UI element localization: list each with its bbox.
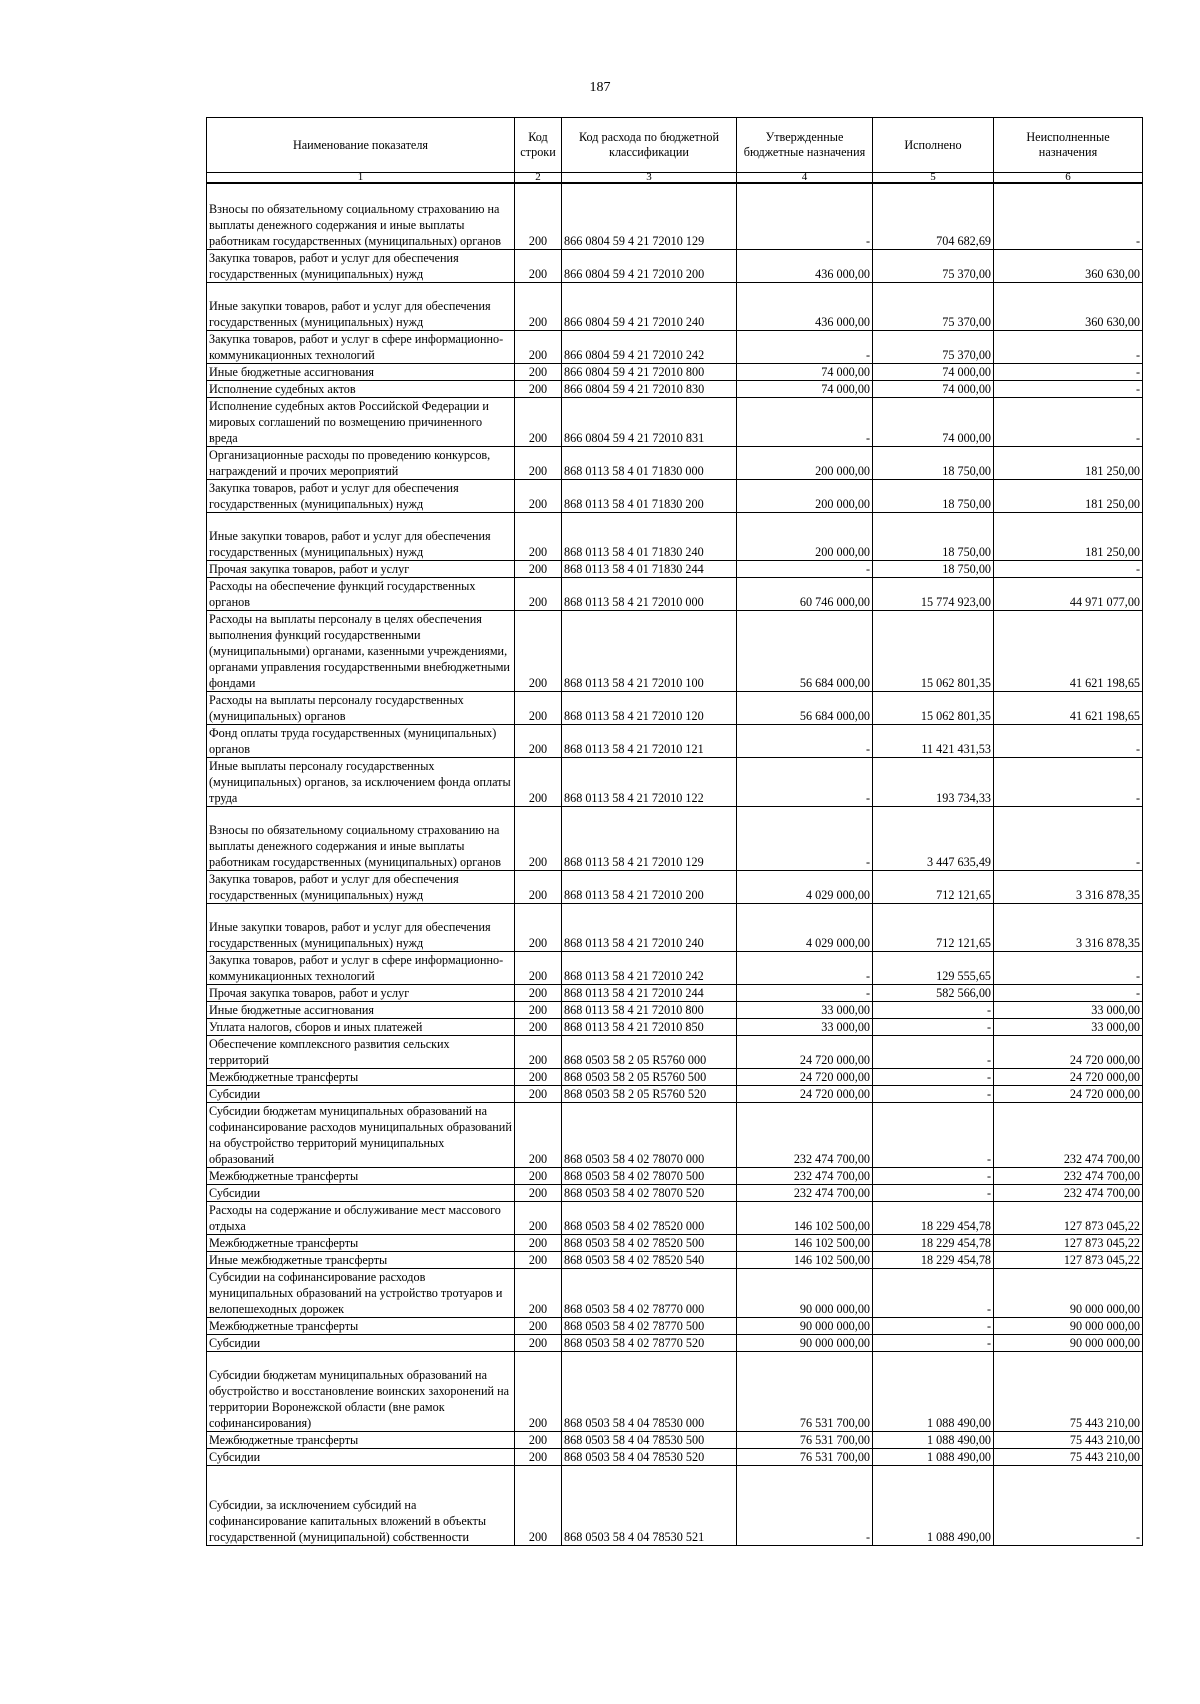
- table-row: [207, 1085, 1143, 1102]
- cell-approved: 436 000,00: [737, 249, 873, 282]
- cell-unexecuted: 44 971 077,00: [994, 577, 1143, 610]
- table-row: [207, 560, 1143, 577]
- cell-executed: 129 555,65: [873, 951, 994, 984]
- cell-approved: 74 000,00: [737, 363, 873, 380]
- cell-executed: 1 088 490,00: [873, 1448, 994, 1465]
- cell-indicator-name: Субсидии, за исключением субсидий на софинансирование капитальных вложений в объекты государственной (муниципальной) собственности: [207, 1465, 515, 1545]
- cell-approved: -: [737, 757, 873, 806]
- cell-approved: 76 531 700,00: [737, 1351, 873, 1431]
- cell-executed: -: [873, 1334, 994, 1351]
- cell-indicator-name: Субсидии на софинансирование расходов муниципальных образований на устройство тротуаров и велопешеходных дорожек: [207, 1268, 515, 1317]
- cell-budget-code: 868 0113 58 4 21 72010 242: [562, 951, 737, 984]
- cell-unexecuted: 181 250,00: [994, 446, 1143, 479]
- table-row: [207, 1001, 1143, 1018]
- table-row: [207, 1334, 1143, 1351]
- cell-unexecuted: 232 474 700,00: [994, 1167, 1143, 1184]
- cell-approved: -: [737, 330, 873, 363]
- cell-budget-code: 866 0804 59 4 21 72010 800: [562, 363, 737, 380]
- cell-executed: -: [873, 1085, 994, 1102]
- cell-indicator-name: Субсидии: [207, 1334, 515, 1351]
- cell-indicator-name: Иные межбюджетные трансферты: [207, 1251, 515, 1268]
- cell-line-code: 200: [515, 1018, 562, 1035]
- cell-budget-code: 868 0503 58 4 02 78770 520: [562, 1334, 737, 1351]
- cell-indicator-name: Прочая закупка товаров, работ и услуг: [207, 984, 515, 1001]
- cell-executed: 18 750,00: [873, 446, 994, 479]
- cell-executed: 712 121,65: [873, 870, 994, 903]
- cell-executed: 75 370,00: [873, 330, 994, 363]
- cell-unexecuted: 41 621 198,65: [994, 610, 1143, 691]
- cell-executed: -: [873, 1268, 994, 1317]
- cell-unexecuted: 90 000 000,00: [994, 1334, 1143, 1351]
- cell-unexecuted: -: [994, 951, 1143, 984]
- cell-approved: -: [737, 984, 873, 1001]
- cell-indicator-name: Межбюджетные трансферты: [207, 1317, 515, 1334]
- cell-unexecuted: 75 443 210,00: [994, 1351, 1143, 1431]
- cell-indicator-name: Межбюджетные трансферты: [207, 1234, 515, 1251]
- cell-unexecuted: 24 720 000,00: [994, 1068, 1143, 1085]
- cell-line-code: 200: [515, 560, 562, 577]
- column-index: 5: [873, 173, 994, 184]
- cell-approved: -: [737, 724, 873, 757]
- cell-unexecuted: 360 630,00: [994, 249, 1143, 282]
- cell-approved: 24 720 000,00: [737, 1085, 873, 1102]
- cell-approved: 146 102 500,00: [737, 1251, 873, 1268]
- cell-executed: 18 229 454,78: [873, 1251, 994, 1268]
- cell-budget-code: 868 0113 58 4 21 72010 200: [562, 870, 737, 903]
- cell-approved: 90 000 000,00: [737, 1268, 873, 1317]
- cell-line-code: 200: [515, 870, 562, 903]
- cell-line-code: 200: [515, 1334, 562, 1351]
- cell-budget-code: 868 0503 58 2 05 R5760 000: [562, 1035, 737, 1068]
- cell-line-code: 200: [515, 1035, 562, 1068]
- cell-line-code: 200: [515, 1184, 562, 1201]
- cell-executed: 18 750,00: [873, 512, 994, 560]
- cell-line-code: 200: [515, 1251, 562, 1268]
- cell-budget-code: 868 0113 58 4 01 71830 200: [562, 479, 737, 512]
- cell-budget-code: 868 0113 58 4 21 72010 800: [562, 1001, 737, 1018]
- cell-unexecuted: -: [994, 183, 1143, 249]
- cell-line-code: 200: [515, 903, 562, 951]
- cell-executed: 75 370,00: [873, 282, 994, 330]
- cell-unexecuted: 127 873 045,22: [994, 1201, 1143, 1234]
- table-row: [207, 1465, 1143, 1545]
- table-row: [207, 1351, 1143, 1431]
- cell-line-code: 200: [515, 249, 562, 282]
- cell-approved: 146 102 500,00: [737, 1234, 873, 1251]
- cell-budget-code: 868 0503 58 4 02 78070 520: [562, 1184, 737, 1201]
- cell-approved: -: [737, 806, 873, 870]
- cell-budget-code: 868 0113 58 4 21 72010 122: [562, 757, 737, 806]
- table-row: [207, 282, 1143, 330]
- cell-indicator-name: Межбюджетные трансферты: [207, 1068, 515, 1085]
- cell-executed: 15 062 801,35: [873, 610, 994, 691]
- cell-line-code: 200: [515, 1234, 562, 1251]
- table-row: [207, 1184, 1143, 1201]
- cell-line-code: 200: [515, 1268, 562, 1317]
- cell-budget-code: 866 0804 59 4 21 72010 129: [562, 183, 737, 249]
- cell-approved: 24 720 000,00: [737, 1068, 873, 1085]
- cell-approved: 56 684 000,00: [737, 691, 873, 724]
- cell-indicator-name: Расходы на содержание и обслуживание мест массового отдыха: [207, 1201, 515, 1234]
- cell-indicator-name: Иные закупки товаров, работ и услуг для обеспечения государственных (муниципальных) нужд: [207, 282, 515, 330]
- table-row: [207, 1234, 1143, 1251]
- table-row: [207, 577, 1143, 610]
- cell-line-code: 200: [515, 1465, 562, 1545]
- table-row: [207, 183, 1143, 249]
- cell-executed: 1 088 490,00: [873, 1431, 994, 1448]
- table-row: [207, 806, 1143, 870]
- cell-line-code: 200: [515, 397, 562, 446]
- table-row: [207, 512, 1143, 560]
- cell-unexecuted: 127 873 045,22: [994, 1234, 1143, 1251]
- cell-line-code: 200: [515, 724, 562, 757]
- cell-unexecuted: 3 316 878,35: [994, 903, 1143, 951]
- cell-unexecuted: 232 474 700,00: [994, 1184, 1143, 1201]
- column-index: 3: [562, 173, 737, 184]
- cell-line-code: 200: [515, 951, 562, 984]
- cell-budget-code: 868 0503 58 4 04 78530 500: [562, 1431, 737, 1448]
- cell-budget-code: 868 0503 58 4 04 78530 521: [562, 1465, 737, 1545]
- cell-line-code: 200: [515, 1317, 562, 1334]
- cell-executed: -: [873, 1317, 994, 1334]
- cell-executed: -: [873, 1068, 994, 1085]
- cell-budget-code: 868 0113 58 4 21 72010 240: [562, 903, 737, 951]
- table-row: [207, 951, 1143, 984]
- table-row: [207, 363, 1143, 380]
- table-row: [207, 1268, 1143, 1317]
- table-row: [207, 249, 1143, 282]
- cell-approved: -: [737, 397, 873, 446]
- cell-indicator-name: Иные закупки товаров, работ и услуг для обеспечения государственных (муниципальных) нужд: [207, 903, 515, 951]
- cell-unexecuted: -: [994, 757, 1143, 806]
- cell-line-code: 200: [515, 1448, 562, 1465]
- cell-approved: -: [737, 183, 873, 249]
- cell-unexecuted: 33 000,00: [994, 1018, 1143, 1035]
- cell-executed: -: [873, 1167, 994, 1184]
- cell-approved: -: [737, 951, 873, 984]
- header-row: [207, 118, 1143, 173]
- table-row: [207, 1068, 1143, 1085]
- cell-executed: 15 774 923,00: [873, 577, 994, 610]
- cell-approved: 74 000,00: [737, 380, 873, 397]
- cell-unexecuted: -: [994, 330, 1143, 363]
- cell-line-code: 200: [515, 446, 562, 479]
- table-row: [207, 1035, 1143, 1068]
- cell-executed: -: [873, 1102, 994, 1167]
- cell-indicator-name: Иные бюджетные ассигнования: [207, 363, 515, 380]
- cell-line-code: 200: [515, 1068, 562, 1085]
- cell-unexecuted: -: [994, 380, 1143, 397]
- cell-approved: -: [737, 1465, 873, 1545]
- cell-budget-code: 866 0804 59 4 21 72010 831: [562, 397, 737, 446]
- cell-line-code: 200: [515, 984, 562, 1001]
- cell-budget-code: 868 0503 58 4 04 78530 520: [562, 1448, 737, 1465]
- cell-indicator-name: Обеспечение комплексного развития сельских территорий: [207, 1035, 515, 1068]
- cell-indicator-name: Расходы на обеспечение функций государственных органов: [207, 577, 515, 610]
- cell-executed: 74 000,00: [873, 397, 994, 446]
- table-row: [207, 1018, 1143, 1035]
- cell-line-code: 200: [515, 1431, 562, 1448]
- cell-budget-code: 866 0804 59 4 21 72010 242: [562, 330, 737, 363]
- table-row: [207, 984, 1143, 1001]
- cell-line-code: 200: [515, 512, 562, 560]
- cell-executed: 582 566,00: [873, 984, 994, 1001]
- cell-unexecuted: 41 621 198,65: [994, 691, 1143, 724]
- table-row: [207, 610, 1143, 691]
- cell-executed: 712 121,65: [873, 903, 994, 951]
- cell-budget-code: 868 0113 58 4 21 72010 100: [562, 610, 737, 691]
- cell-indicator-name: Прочая закупка товаров, работ и услуг: [207, 560, 515, 577]
- cell-executed: 11 421 431,53: [873, 724, 994, 757]
- cell-unexecuted: -: [994, 560, 1143, 577]
- table-row: [207, 724, 1143, 757]
- cell-approved: 33 000,00: [737, 1001, 873, 1018]
- cell-indicator-name: Уплата налогов, сборов и иных платежей: [207, 1018, 515, 1035]
- cell-indicator-name: Иные бюджетные ассигнования: [207, 1001, 515, 1018]
- cell-executed: 704 682,69: [873, 183, 994, 249]
- cell-approved: 4 029 000,00: [737, 870, 873, 903]
- cell-unexecuted: 127 873 045,22: [994, 1251, 1143, 1268]
- cell-unexecuted: -: [994, 724, 1143, 757]
- column-index: 6: [994, 173, 1143, 184]
- cell-indicator-name: Расходы на выплаты персоналу в целях обеспечения выполнения функций государственными (муниципальными) органами, казенными учреждениями, органами управления государственными внебюджетными фондами: [207, 610, 515, 691]
- table-row: [207, 1167, 1143, 1184]
- cell-indicator-name: Межбюджетные трансферты: [207, 1431, 515, 1448]
- table-row: [207, 1201, 1143, 1234]
- cell-indicator-name: Субсидии бюджетам муниципальных образований на обустройство и восстановление воинских захоронений на территории Воронежской области (вне рамок софинансирования): [207, 1351, 515, 1431]
- cell-indicator-name: Взносы по обязательному социальному страхованию на выплаты денежного содержания и иные выплаты работникам государственных (муниципальных) органов: [207, 183, 515, 249]
- table-row: [207, 1251, 1143, 1268]
- cell-line-code: 200: [515, 380, 562, 397]
- cell-line-code: 200: [515, 330, 562, 363]
- cell-indicator-name: Взносы по обязательному социальному страхованию на выплаты денежного содержания и иные выплаты работникам государственных (муниципальных) органов: [207, 806, 515, 870]
- cell-executed: -: [873, 1001, 994, 1018]
- cell-budget-code: 868 0113 58 4 21 72010 120: [562, 691, 737, 724]
- cell-indicator-name: Организационные расходы по проведению конкурсов, награждений и прочих мероприятий: [207, 446, 515, 479]
- column-index: 1: [207, 173, 515, 184]
- cell-budget-code: 868 0503 58 4 02 78520 500: [562, 1234, 737, 1251]
- header-line-code: Код строки: [515, 118, 562, 173]
- cell-executed: -: [873, 1035, 994, 1068]
- cell-executed: 18 229 454,78: [873, 1234, 994, 1251]
- cell-approved: 200 000,00: [737, 446, 873, 479]
- cell-indicator-name: Закупка товаров, работ и услуг для обеспечения государственных (муниципальных) нужд: [207, 479, 515, 512]
- cell-budget-code: 868 0503 58 4 02 78070 000: [562, 1102, 737, 1167]
- cell-unexecuted: -: [994, 363, 1143, 380]
- cell-unexecuted: -: [994, 806, 1143, 870]
- cell-approved: 232 474 700,00: [737, 1167, 873, 1184]
- cell-executed: 18 750,00: [873, 560, 994, 577]
- cell-approved: 4 029 000,00: [737, 903, 873, 951]
- cell-executed: -: [873, 1018, 994, 1035]
- cell-budget-code: 868 0503 58 4 04 78530 000: [562, 1351, 737, 1431]
- cell-indicator-name: Расходы на выплаты персоналу государственных (муниципальных) органов: [207, 691, 515, 724]
- cell-budget-code: 868 0503 58 2 05 R5760 520: [562, 1085, 737, 1102]
- cell-budget-code: 868 0503 58 4 02 78770 000: [562, 1268, 737, 1317]
- cell-indicator-name: Субсидии: [207, 1085, 515, 1102]
- table-row: [207, 757, 1143, 806]
- cell-budget-code: 868 0503 58 4 02 78520 540: [562, 1251, 737, 1268]
- cell-budget-code: 868 0503 58 2 05 R5760 500: [562, 1068, 737, 1085]
- cell-unexecuted: 232 474 700,00: [994, 1102, 1143, 1167]
- cell-budget-code: 866 0804 59 4 21 72010 200: [562, 249, 737, 282]
- cell-executed: 18 750,00: [873, 479, 994, 512]
- table-row: [207, 1448, 1143, 1465]
- cell-line-code: 200: [515, 479, 562, 512]
- cell-line-code: 200: [515, 610, 562, 691]
- cell-indicator-name: Закупка товаров, работ и услуг для обеспечения государственных (муниципальных) нужд: [207, 870, 515, 903]
- table-body: [207, 183, 1143, 1545]
- cell-executed: 1 088 490,00: [873, 1465, 994, 1545]
- cell-executed: 3 447 635,49: [873, 806, 994, 870]
- cell-unexecuted: 33 000,00: [994, 1001, 1143, 1018]
- cell-budget-code: 868 0503 58 4 02 78520 000: [562, 1201, 737, 1234]
- column-index-row: [207, 173, 1143, 184]
- column-index: 4: [737, 173, 873, 184]
- cell-line-code: 200: [515, 1351, 562, 1431]
- cell-approved: 146 102 500,00: [737, 1201, 873, 1234]
- cell-line-code: 200: [515, 691, 562, 724]
- cell-budget-code: 868 0503 58 4 02 78770 500: [562, 1317, 737, 1334]
- cell-line-code: 200: [515, 1085, 562, 1102]
- cell-approved: -: [737, 560, 873, 577]
- budget-execution-table: [206, 117, 1143, 1546]
- cell-budget-code: 866 0804 59 4 21 72010 240: [562, 282, 737, 330]
- cell-executed: 15 062 801,35: [873, 691, 994, 724]
- cell-indicator-name: Исполнение судебных актов Российской Федерации и мировых соглашений по возмещению причиненного вреда: [207, 397, 515, 446]
- table-row: [207, 903, 1143, 951]
- cell-budget-code: 868 0113 58 4 21 72010 850: [562, 1018, 737, 1035]
- cell-budget-code: 868 0113 58 4 01 71830 000: [562, 446, 737, 479]
- cell-line-code: 200: [515, 282, 562, 330]
- header-budget-code: Код расхода по бюджетной классификации: [562, 118, 737, 173]
- cell-budget-code: 868 0113 58 4 21 72010 129: [562, 806, 737, 870]
- cell-approved: 232 474 700,00: [737, 1184, 873, 1201]
- cell-approved: 90 000 000,00: [737, 1334, 873, 1351]
- cell-unexecuted: 3 316 878,35: [994, 870, 1143, 903]
- cell-indicator-name: Исполнение судебных актов: [207, 380, 515, 397]
- table-row: [207, 446, 1143, 479]
- cell-unexecuted: 24 720 000,00: [994, 1085, 1143, 1102]
- cell-line-code: 200: [515, 1102, 562, 1167]
- cell-executed: 75 370,00: [873, 249, 994, 282]
- cell-indicator-name: Иные закупки товаров, работ и услуг для обеспечения государственных (муниципальных) нужд: [207, 512, 515, 560]
- cell-executed: -: [873, 1184, 994, 1201]
- cell-unexecuted: 90 000 000,00: [994, 1317, 1143, 1334]
- cell-approved: 232 474 700,00: [737, 1102, 873, 1167]
- cell-line-code: 200: [515, 1201, 562, 1234]
- cell-executed: 18 229 454,78: [873, 1201, 994, 1234]
- cell-line-code: 200: [515, 1167, 562, 1184]
- table-row: [207, 397, 1143, 446]
- header-executed: Исполнено: [873, 118, 994, 173]
- header-unexecuted: Неисполненные назначения: [994, 118, 1143, 173]
- page-number: 187: [589, 80, 611, 95]
- cell-budget-code: 868 0113 58 4 01 71830 244: [562, 560, 737, 577]
- cell-approved: 56 684 000,00: [737, 610, 873, 691]
- cell-indicator-name: Субсидии: [207, 1184, 515, 1201]
- cell-approved: 76 531 700,00: [737, 1431, 873, 1448]
- column-index: 2: [515, 173, 562, 184]
- cell-line-code: 200: [515, 757, 562, 806]
- cell-approved: 90 000 000,00: [737, 1317, 873, 1334]
- cell-indicator-name: Закупка товаров, работ и услуг для обеспечения государственных (муниципальных) нужд: [207, 249, 515, 282]
- cell-approved: 33 000,00: [737, 1018, 873, 1035]
- cell-line-code: 200: [515, 183, 562, 249]
- cell-executed: 74 000,00: [873, 363, 994, 380]
- cell-line-code: 200: [515, 1001, 562, 1018]
- cell-budget-code: 868 0503 58 4 02 78070 500: [562, 1167, 737, 1184]
- table-row: [207, 870, 1143, 903]
- cell-unexecuted: 360 630,00: [994, 282, 1143, 330]
- cell-indicator-name: Иные выплаты персоналу государственных (муниципальных) органов, за исключением фонда оплаты труда: [207, 757, 515, 806]
- cell-unexecuted: 24 720 000,00: [994, 1035, 1143, 1068]
- table-row: [207, 691, 1143, 724]
- cell-budget-code: 868 0113 58 4 21 72010 244: [562, 984, 737, 1001]
- cell-approved: 76 531 700,00: [737, 1448, 873, 1465]
- table-row: [207, 1102, 1143, 1167]
- cell-approved: 436 000,00: [737, 282, 873, 330]
- header-approved: Утвержденные бюджетные назначения: [737, 118, 873, 173]
- cell-indicator-name: Межбюджетные трансферты: [207, 1167, 515, 1184]
- cell-approved: 24 720 000,00: [737, 1035, 873, 1068]
- cell-indicator-name: Субсидии: [207, 1448, 515, 1465]
- cell-unexecuted: -: [994, 1465, 1143, 1545]
- cell-unexecuted: 181 250,00: [994, 512, 1143, 560]
- cell-approved: 60 746 000,00: [737, 577, 873, 610]
- header-indicator-name: Наименование показателя: [207, 118, 515, 173]
- cell-executed: 193 734,33: [873, 757, 994, 806]
- cell-indicator-name: Закупка товаров, работ и услуг в сфере информационно-коммуникационных технологий: [207, 330, 515, 363]
- cell-executed: 1 088 490,00: [873, 1351, 994, 1431]
- cell-indicator-name: Закупка товаров, работ и услуг в сфере информационно-коммуникационных технологий: [207, 951, 515, 984]
- cell-budget-code: 868 0113 58 4 21 72010 000: [562, 577, 737, 610]
- cell-indicator-name: Фонд оплаты труда государственных (муниципальных) органов: [207, 724, 515, 757]
- cell-executed: 74 000,00: [873, 380, 994, 397]
- cell-budget-code: 866 0804 59 4 21 72010 830: [562, 380, 737, 397]
- cell-unexecuted: 181 250,00: [994, 479, 1143, 512]
- cell-indicator-name: Субсидии бюджетам муниципальных образований на софинансирование расходов муниципальных образований на обустройство территорий муниципальных образований: [207, 1102, 515, 1167]
- table-row: [207, 1317, 1143, 1334]
- table-row: [207, 380, 1143, 397]
- table-row: [207, 330, 1143, 363]
- cell-budget-code: 868 0113 58 4 01 71830 240: [562, 512, 737, 560]
- cell-approved: 200 000,00: [737, 512, 873, 560]
- cell-unexecuted: 90 000 000,00: [994, 1268, 1143, 1317]
- cell-unexecuted: 75 443 210,00: [994, 1448, 1143, 1465]
- cell-approved: 200 000,00: [737, 479, 873, 512]
- cell-line-code: 200: [515, 577, 562, 610]
- cell-unexecuted: -: [994, 984, 1143, 1001]
- table-row: [207, 479, 1143, 512]
- cell-budget-code: 868 0113 58 4 21 72010 121: [562, 724, 737, 757]
- cell-line-code: 200: [515, 363, 562, 380]
- cell-unexecuted: -: [994, 397, 1143, 446]
- cell-line-code: 200: [515, 806, 562, 870]
- cell-unexecuted: 75 443 210,00: [994, 1431, 1143, 1448]
- table-row: [207, 1431, 1143, 1448]
